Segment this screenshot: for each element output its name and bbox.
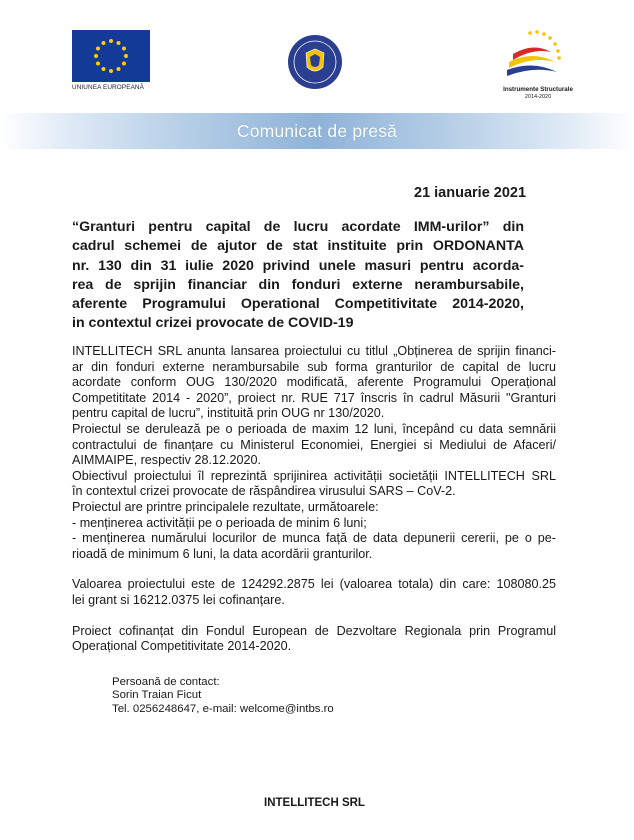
headline-line: cadrul schemei de ajutor de stat instituite prin ORDONANTA [72, 238, 524, 255]
eu-stars-icon [72, 30, 150, 82]
body-line: Proiectul are printre principalele rezultate, următoarele: [72, 499, 379, 514]
body-line: Obiectivul proiectului îl reprezintă sprijinirea activității societății INTELLITECH SRL [72, 468, 556, 483]
eu-caption: UNIUNEA EUROPEANĂ [72, 84, 145, 91]
body-line: acordate conform OUG 130/2020 modificată, aferente Programului Operațional [72, 375, 556, 390]
release-date: 21 ianuarie 2021 [414, 185, 527, 201]
structural-instruments-caption: Instrumente Structurale [503, 86, 573, 93]
body-line: INTELLITECH SRL anunta lansarea proiectului cu titlul „Obținerea de sprijin financi- [72, 344, 556, 358]
body-line: rioadă de minimum 6 luni, la data acordării granturilor. [72, 546, 373, 561]
eu-logo [72, 30, 150, 91]
headline-line: nr. 130 din 31 iulie 2020 privind unele masuri pentru acorda- [72, 257, 524, 274]
headline-line: “Granturi pentru capital de lucru acordate IMM-urilor” din [72, 219, 524, 235]
structural-instruments-icon [493, 26, 583, 88]
banner-title: Comunicat de presă [236, 121, 398, 141]
body-line: Valoarea proiectului este de 124292.2875 lei (valoarea totala) din care: 108080.25 [72, 577, 556, 592]
body-line: contractului de finanțare cu Ministerul Economiei, Energiei si Mediului de Afaceri/ [72, 437, 556, 452]
body-line: pentru capital de lucru”, instituită prin OUG nr 130/2020. [72, 406, 385, 421]
contact-name: Sorin Traian Ficut [112, 689, 202, 702]
contact-phone-email: Tel. 0256248647, e-mail: welcome@intbs.ro [112, 702, 334, 715]
eu-flag [72, 30, 150, 82]
headline-line: rea de sprijin financiar din fonduri externe nerambursabile, [72, 276, 524, 293]
contact-block [112, 676, 334, 716]
body-line: lei grant si 16212.0375 lei cofinanțare. [72, 592, 285, 607]
government-seal-icon [286, 33, 344, 91]
headline-line: in contextul crizei provocate de COVID-19 [72, 315, 354, 332]
body-line: AIMMAIPE, respectiv 28.12.2020. [72, 453, 261, 468]
body-line: Competititate 2014 - 2020”, proiect nr. RUE 717 înscris în cadrul Măsurii "Granturi [72, 390, 556, 405]
contact-label: Persoană de contact: [112, 676, 220, 688]
body-line: - menținerea numărului locurilor de munca față de data depunerii cererii, pe o pe- [72, 531, 556, 546]
body-line: în contextul crizei provocate de răspândirea virusului SARS – CoV-2. [72, 484, 456, 499]
body-line: Proiectul se derulează pe o perioada de maxim 12 luni, începând cu data semnării [72, 421, 556, 436]
headline-line: aferente Programului Operational Competitivitate 2014-2020, [72, 296, 524, 313]
headline [72, 218, 524, 334]
body-text [72, 344, 556, 655]
body-line: Proiect cofinanțat din Fondul European de Dezvoltare Regionala prin Programul [72, 623, 556, 638]
body-line: ar din fonduri externe nerambursabile sub forma granturilor de capital de lucru [72, 359, 556, 374]
government-seal [286, 33, 344, 91]
structural-instruments-years: 2014-2020 [524, 94, 552, 100]
footer-company: INTELLITECH SRL [264, 797, 365, 809]
body-line: Operațional Competitivitate 2014-2020. [72, 639, 292, 654]
body-line: - menținerea activității pe o perioada de minim 6 luni; [72, 515, 367, 530]
